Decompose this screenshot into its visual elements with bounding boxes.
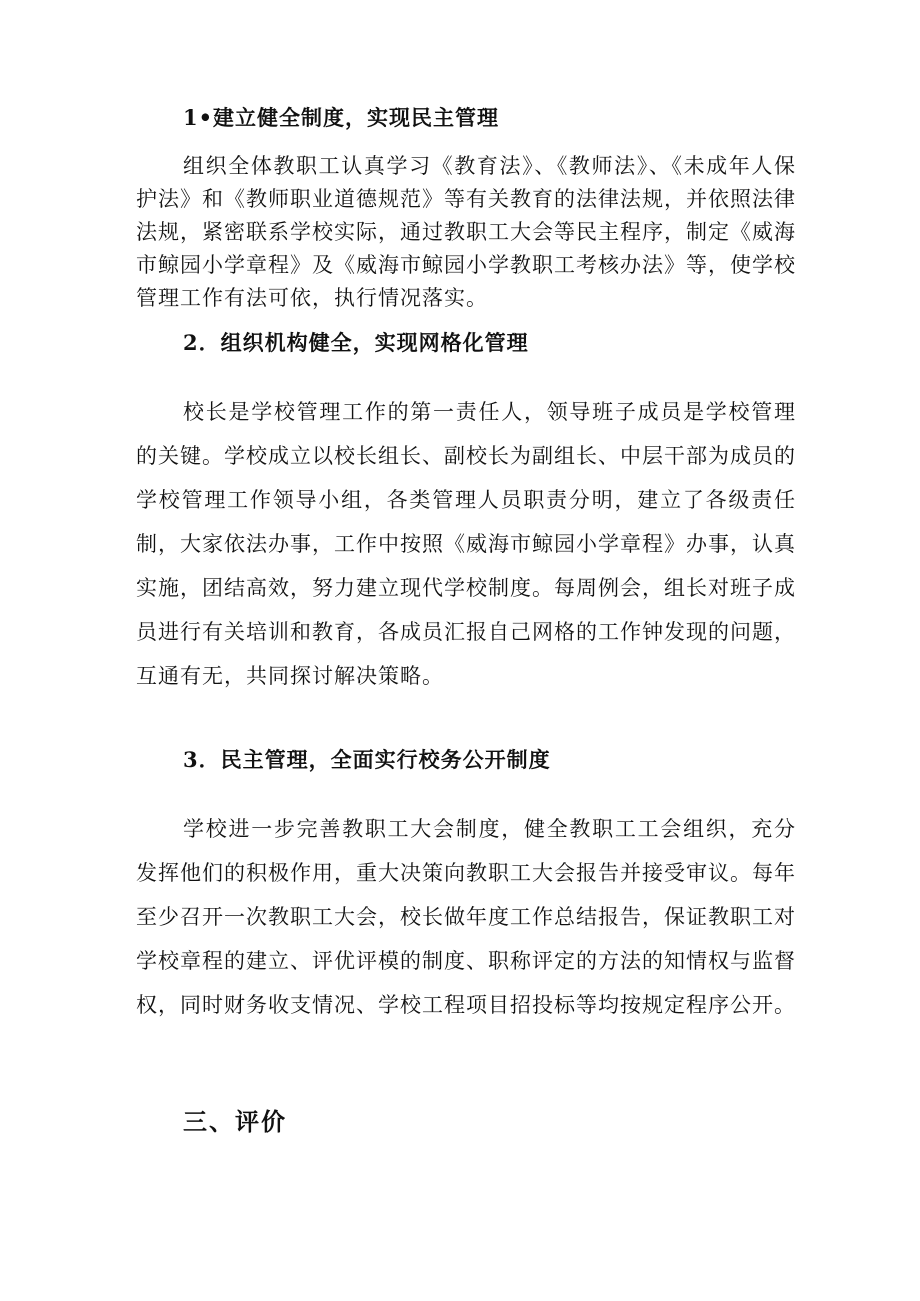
- section-1-paragraph: 组织全体教职工认真学习《教育法》、《教师法》、《未成年人保护法》和《教师职业道德规范》等有关教育的法律法规，并依照法律法规，紧密联系学校实际，通过教职工大会等民主程序，制定《威海市鲸园小学章程》及《威海市鲸园小学教职工考核办法》等，使学校管理工作有法可依，执行情况落实。: [136, 154, 796, 310]
- section-3-paragraph: 学校进一步完善教职工大会制度，健全教职工工会组织，充分发挥他们的积极作用，重大决策向教职工大会报告并接受审议。每年至少召开一次教职工大会，校长做年度工作总结报告，保证教职工对学校章程的建立、评优评模的制度、职称评定的方法的知情权与监督权，同时财务收支情况、学校工程项目招投标等均按规定程序公开。: [136, 817, 796, 1017]
- section-2-heading: 2．组织机构健全，实现网格化管理: [183, 330, 529, 355]
- section-1-heading: 1•建立健全制度，实现民主管理: [183, 105, 500, 130]
- section-2-paragraph: 校长是学校管理工作的第一责任人，领导班子成员是学校管理的关键。学校成立以校长组长、副校长为副组长、中层干部为成员的学校管理工作领导小组，各类管理人员职责分明，建立了各级责任制，大家依法办事，工作中按照《威海市鲸园小学章程》办事，认真实施，团结高效，努力建立现代学校制度。每周例会，组长对班子成员进行有关培训和教育，各成员汇报自己网格的工作钟发现的问题，互通有无，共同探讨解决策略。: [136, 400, 796, 688]
- section-3-heading: 3．民主管理，全面实行校务公开制度: [183, 747, 551, 772]
- section-three-title: 三、评价: [183, 1107, 287, 1136]
